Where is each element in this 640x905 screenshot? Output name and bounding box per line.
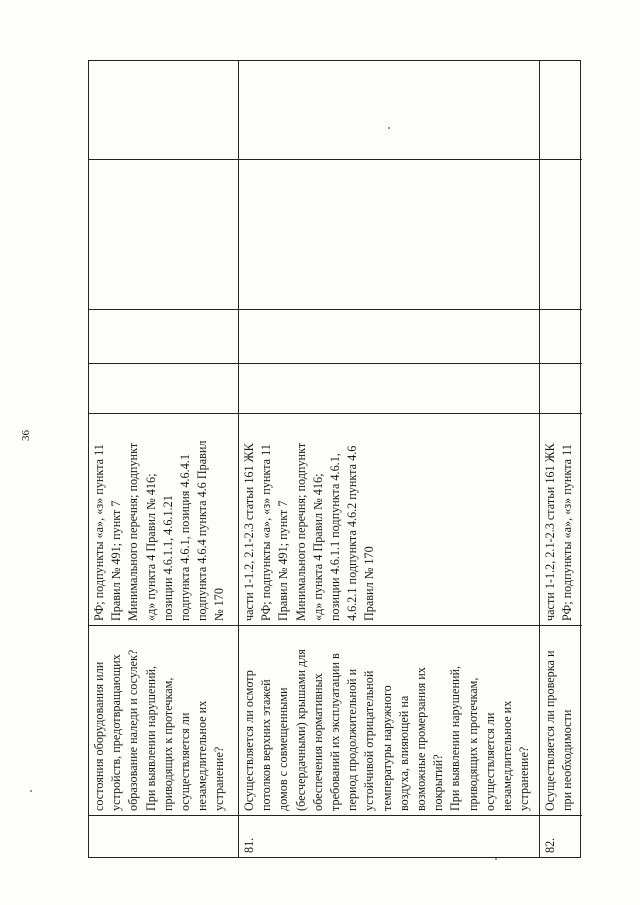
empty-cell bbox=[239, 159, 539, 309]
question-cell bbox=[239, 625, 539, 815]
empty-cell bbox=[239, 363, 539, 413]
row-number-cell bbox=[89, 815, 238, 857]
page-number: 36 bbox=[20, 430, 32, 441]
empty-cell bbox=[540, 159, 582, 309]
empty-cell bbox=[89, 363, 238, 413]
scan-speck bbox=[388, 127, 390, 129]
table-row bbox=[239, 61, 540, 857]
scan-speck bbox=[495, 858, 497, 860]
table-row bbox=[89, 61, 239, 857]
row-number-cell: 81. bbox=[239, 815, 539, 857]
reference-text: части 1-1.2, 2.1-2.3 статьи 161 ЖК РФ; подпункты «а», «з» пункта 11 bbox=[543, 443, 575, 621]
empty-cell bbox=[89, 309, 238, 363]
question-text: Осуществляется ли проверка и при необходимости bbox=[543, 650, 575, 811]
question-text: состояния оборудования или устройств, предотвращающих образование наледи и сосулек? При выявлении нарушений, приводящих к протечкам, осуществляется ли незамедлительное их устранение? bbox=[92, 649, 227, 811]
empty-cell bbox=[239, 309, 539, 363]
empty-cell bbox=[89, 159, 238, 309]
reference-cell bbox=[540, 413, 582, 625]
scan-speck bbox=[30, 790, 32, 792]
requirements-table bbox=[88, 60, 581, 858]
question-cell bbox=[540, 625, 582, 815]
empty-cell bbox=[540, 59, 582, 159]
empty-cell bbox=[89, 59, 238, 159]
empty-cell bbox=[540, 363, 582, 413]
empty-cell bbox=[540, 309, 582, 363]
empty-cell bbox=[239, 59, 539, 159]
row-number-cell: 82. bbox=[540, 815, 582, 857]
reference-cell bbox=[239, 413, 539, 625]
table-row bbox=[540, 61, 582, 857]
question-cell bbox=[89, 625, 238, 815]
question-text: Осуществляется ли осмотр потолков верхних этажей домов с совмещенными (бесчердачными) крышами для обеспечения нормативных требований их эксплуатации в период продолжительной и устойчивой отрицательной температуры наружного воздуха, влияющей на возможные промерзания их покрытий? При выявлении нарушений, приводящих к протечкам, осуществляется ли незамедлительное их устранение? bbox=[242, 649, 532, 811]
reference-text: части 1-1.2, 2.1-2.3 статьи 161 ЖК РФ; подпункты «а», «з» пункта 11 Правил № 491; пункт 7 Минимального перечня; подпункт «д» пункта 4 Правил № 416; позиции 4.6.1.1 подпункта 4.6.1, 4.6.2.1 подпункта 4.6.2 пункта 4.6 Правил № 170 bbox=[242, 442, 377, 621]
reference-cell bbox=[89, 413, 238, 625]
reference-text: РФ; подпункты «а», «з» пункта 11 Правил № 491; пункт 7 Минимального перечня; подпункт «д» пункта 4 Правил № 416; позиции 4.6.1.1, 4.6.1.21 подпункта 4.6.1, позиция 4.6.4.1 подпункта 4.6.4 пункта 4.6 Правил № 170 bbox=[92, 440, 227, 621]
